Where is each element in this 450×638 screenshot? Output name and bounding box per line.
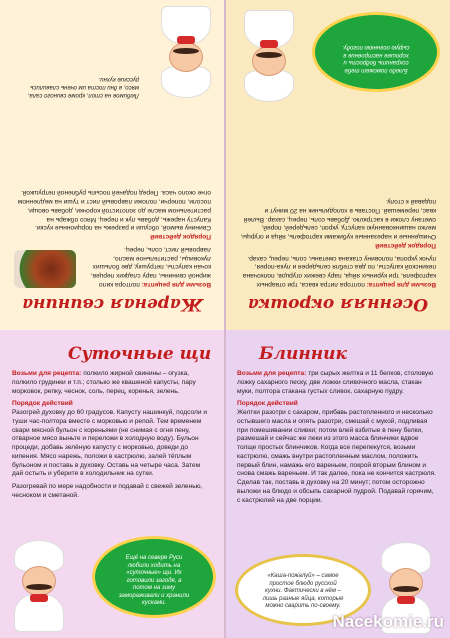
steps-text: Очищенные и нарезанные кубиками картофель, яйца и огурцы, мелко нашинкованную капусту, укроп, сельдерей, порей, сметану сложи в кастрюлю. Добавь соль, перец, сахар. Вылей квас, перемешай. Поставь в холодильник на 20 минут и подавай к столу. xyxy=(240,198,436,241)
chef-illustration xyxy=(238,10,300,102)
ingredients-label: Возьми для рецепта: xyxy=(366,281,436,288)
recipe-body xyxy=(14,188,211,288)
tip-note xyxy=(19,74,139,98)
steps-text: Свинину вымой, обсуши и разрежь на порционные куски. Капусту нарежь, добавь лук и перец. Мясо обжарь на растительном масле до золотистой корочки, добавь овощи, посоли, поперчи, положи лавровый лист и туши на медленном огне около часа. Перед подачей посыпь рубленой петрушкой. xyxy=(17,189,211,232)
ingredients-text: полкило жирной свинины – огузка, полкило грудинки и т.п.; столько же квашеной капусты, пару морковок, репку, чеснок, соль, перец, коренья, зелень. xyxy=(12,370,196,395)
ingredients-label: Возьми для рецепта: xyxy=(237,370,307,377)
steps-label: Порядок действий xyxy=(12,400,73,408)
tip-bubble xyxy=(92,536,216,618)
tip-text: Любимое на стол, кроме свиного сала, мясо, в дни поста им очень славились русские кухни. xyxy=(27,76,139,98)
recipe-title: Осенняя окрошка xyxy=(247,294,428,314)
steps-text: Желтки разотри с сахаром, прибавь растопленного и несколько остывшего масла и опять разотри, смешай с мукой, подливая при помешивании сливки; потом влей взбитые в пену белки, размешай и сейчас же пеки из этого масса блинчики вдвое толще простых блинчиков. Когда все перепекутся, возьми кастрюлю, смажь внутри растопленным маслом, положить первый блин, намажь его вареньем, покрой вторым блином и снова смажь вареньем. И так далее, пока не кончится кастрюля. Сделав так, поставь в духовку на 20 минут; потом осторожно выложи на блюдо и обсыпь сахарной пудрой. Подавай горячим, с кастрюлей на две порции. xyxy=(237,409,437,504)
recipe-body xyxy=(239,196,436,288)
steps-label: Порядок действий xyxy=(150,233,211,241)
tip-text: «Каша-пожалуй» – самое простое блюдо русской кухни. Фактически в нём – лишь разные яйца, которые можно сварить по-своему. xyxy=(262,573,344,609)
recipe-body xyxy=(237,370,438,505)
ingredients-label: Возьми для рецепта: xyxy=(141,281,211,288)
watermark: Nacekomie.ru xyxy=(332,612,444,631)
recipe-pork xyxy=(0,0,225,330)
recipe-okroshka xyxy=(225,0,450,330)
pork-photo xyxy=(14,250,76,288)
steps-label: Порядок действий xyxy=(237,400,298,408)
recipe-title: Блинник xyxy=(259,344,347,364)
recipe-shchi xyxy=(0,330,225,638)
steps-text: Разогрей духовку до 60 градусов. Капусту нашинкуй, подсоли и туши час-полтора вместе с морковью и репой. Тем временем свари мясной бульон с кореньями (не снимая с огня пену, отварное мясо выньте и переложи в холодную воду). Бульон процеди, добавь зелёную капусту с морковью, доведи до кипения. Мясо нарежь, положи в кастрюлю, залей тёплым бульоном и поставь в духовку. Оставь на четыре часа. Затем дай остыть и уберите в холодильник на сутки. xyxy=(12,409,208,478)
tip-text: Ещё на севере Руси любили ходить на «суточные» щи. Их готовили загодя, а потом на зиму замораживали и хранили кусками. xyxy=(118,555,190,606)
closing-text: Разогревай по мере надобности и подавай с свежей зеленью, чесноком и сметаной. xyxy=(12,483,203,499)
ingredients-label: Возьми для рецепта: xyxy=(12,370,82,377)
ingredients-text: полтора литра кваса, три отварных картофеля, три куриных яйца, пару свежих огурцов, полкочана пекинской капусты, по два стебля сельдерея и лука-порея, пучок укропа, половину стакана сметаны, соль, перец, сахар. xyxy=(242,254,436,288)
page-spine xyxy=(224,0,226,638)
tip-text: Блюдо поможет тебе сохранить бодрость и хорошее настроение в сырую осеннюю погоду. xyxy=(342,44,410,73)
recipe-body xyxy=(12,370,213,501)
ingredients-text: три сырых желтка и 11 белков, столовую ложку сахарного песку, две ложки сливочного масла, стакан муки, полтора стакана густых сливок, сахарную пудру. xyxy=(237,370,434,395)
recipe-title: Суточные щи xyxy=(68,344,212,364)
tip-bubble xyxy=(312,12,440,92)
recipe-blinnik xyxy=(225,330,450,638)
chef-illustration xyxy=(8,540,70,632)
steps-label: Порядок действий xyxy=(375,241,436,249)
ingredients-text: полтора кило жирной свинины, пару сладких перцев, кочан капусты, петрушку, две больших луковицы, растительное масло, лавровый лист, соль, перец. xyxy=(90,245,211,288)
recipe-title: Жареная свинина xyxy=(22,294,203,314)
chef-illustration xyxy=(155,6,217,98)
